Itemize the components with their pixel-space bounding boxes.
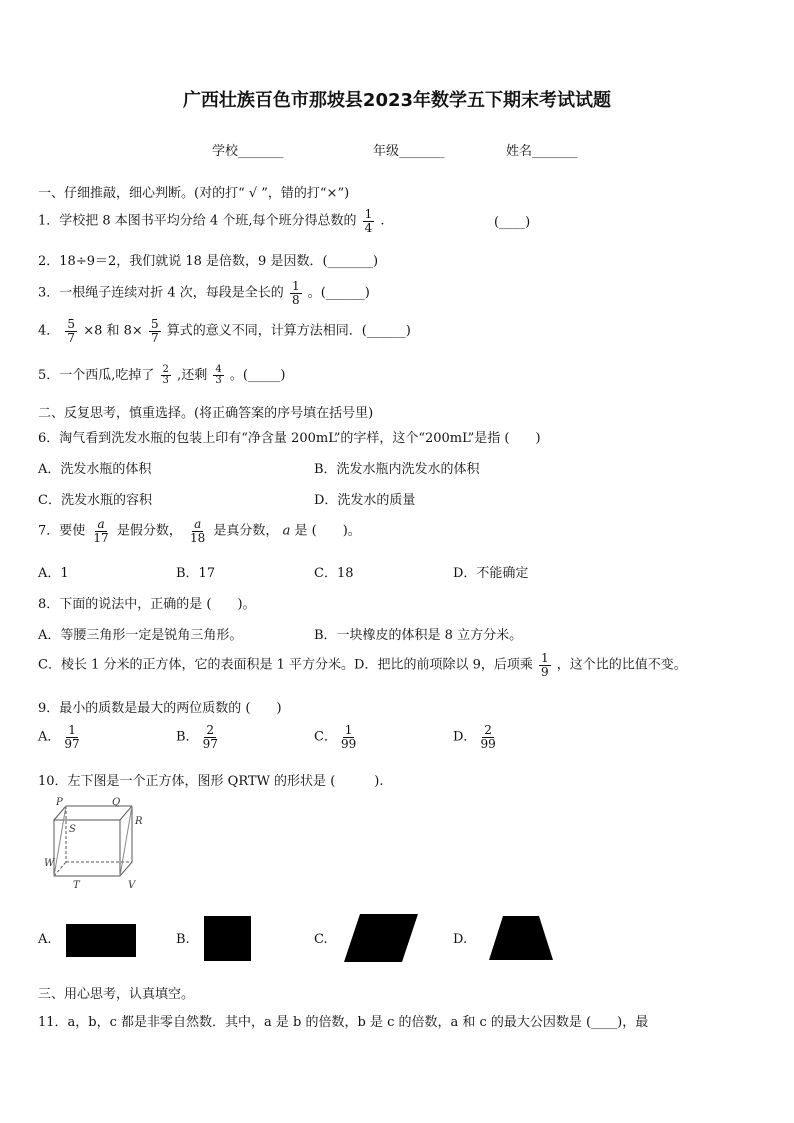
label-t: T: [73, 880, 80, 891]
section-1-heading: 一、仔细推敲，细心判断。(对的打“ √ ”，错的打“×”): [38, 186, 350, 201]
q7-text-mid2: 是真分数，: [213, 523, 279, 539]
q5-text-end: 。(_____): [229, 368, 286, 383]
q8-option-b[interactable]: B．一块橡皮的体积是 8 立方分米。: [314, 628, 523, 643]
question-9: 9．最小的质数是最大的两位质数的 ( ): [38, 701, 282, 716]
q8-option-c-text: C．棱长 1 分米的正方体，它的表面积是 1 平方分米。D．把比的前项除以 9，后项乘: [38, 657, 533, 673]
cube-figure: [44, 796, 164, 896]
q7-text-mid: 是假分数，: [116, 523, 182, 539]
q10-option-b-square[interactable]: [204, 916, 251, 961]
q6-option-d[interactable]: D．洗发水的质量: [314, 493, 416, 508]
q10-option-a-label[interactable]: A.: [38, 932, 52, 947]
q8-option-a[interactable]: A．等腰三角形一定是锐角三角形。: [38, 628, 243, 643]
q4-num: 4．: [38, 323, 60, 339]
section-2-heading: 二、反复思考，慎重选择。(将正确答案的序号填在括号里): [38, 406, 374, 421]
q3-text: 3．一根绳子连续对折 4 次，每段是全长的: [38, 285, 284, 301]
q7-option-c[interactable]: C．18: [314, 566, 354, 581]
q3-fraction: $\frac{1}{8}$: [291, 279, 300, 307]
q6-option-c[interactable]: C．洗发水瓶的容积: [38, 493, 152, 508]
question-8: 8．下面的说法中，正确的是 ( )。: [38, 597, 256, 612]
q3-text-end: 。(______): [307, 285, 370, 301]
q7-option-b[interactable]: B．17: [176, 566, 216, 581]
question-4: [38, 318, 411, 344]
question-1: [38, 208, 385, 234]
q7-option-d[interactable]: D．不能确定: [453, 566, 529, 581]
q4-fraction-2: $\frac{5}{7}$: [150, 317, 159, 345]
q10-option-d-label[interactable]: D.: [453, 932, 468, 947]
q5-text: 5．一个西瓜,吃掉了: [38, 368, 155, 383]
label-v: V: [128, 880, 136, 891]
question-7: [38, 518, 361, 544]
q6-option-a[interactable]: A．洗发水瓶的体积: [38, 462, 152, 477]
q10-option-a-rectangle[interactable]: [66, 924, 136, 957]
question-6: 6．淘气看到洗发水瓶的包装上印有“净含量 200mL”的字样，这个“200mL”是指 ( ): [38, 431, 541, 446]
q1-text-end: .: [380, 213, 385, 229]
q8-option-d-text-end: ，这个比的比值不变。: [556, 657, 687, 673]
q4-text-mid: ×8 和 8×: [83, 323, 143, 339]
label-p: P: [56, 797, 63, 808]
q5-text-mid: ,还剩: [177, 368, 208, 383]
page-title: 广西壮族百色市那坡县2023年数学五下期末考试试题: [182, 90, 612, 111]
q7-text: 7．要使: [38, 523, 86, 539]
question-5: [38, 364, 286, 387]
q9-option-b[interactable]: B． $\frac{2}{97}$: [176, 723, 218, 751]
q9-d-fraction: $\frac{2}{99}$: [480, 723, 496, 751]
label-w: W: [44, 858, 55, 869]
school-field[interactable]: 学校_______: [212, 144, 284, 159]
section-3-heading: 三、用心思考，认真填空。: [38, 987, 195, 1002]
q4-fraction-1: $\frac{5}{7}$: [67, 317, 76, 345]
q9-c-fraction: $\frac{1}{99}$: [340, 723, 357, 751]
q7-variable: a: [282, 523, 291, 539]
question-11: 11．a，b，c 都是非零自然数．其中，a 是 b 的倍数，b 是 c 的倍数，a 和 c 的最大公因数是 (____)，最: [38, 1015, 649, 1030]
question-10: 10．左下图是一个正方体，图形 QRTW 的形状是 ( ).: [38, 774, 384, 789]
question-2: 2．18÷9＝2，我们就说 18 是倍数，9 是因数．(_______): [38, 254, 379, 269]
q9-option-c[interactable]: C． $\frac{1}{99}$: [314, 723, 357, 751]
q7-fraction-1: $\frac{a}{17}$: [93, 517, 109, 545]
q7-fraction-2: $\frac{a}{18}$: [190, 517, 206, 545]
q5-fraction-2: $\frac{4}{3}$: [215, 363, 222, 386]
q10-option-c-label[interactable]: C.: [314, 932, 328, 947]
q10-option-c-parallelogram[interactable]: [344, 914, 418, 962]
q8-fraction: $\frac{1}{9}$: [541, 651, 549, 679]
q1-text: 1．学校把 8 本图书平均分给 4 个班,每个班分得总数的: [38, 213, 357, 229]
grade-field[interactable]: 年级_______: [373, 144, 445, 159]
name-field[interactable]: 姓名_______: [506, 144, 578, 159]
label-s: S: [69, 824, 76, 835]
q4-text-end: 算式的意义不同，计算方法相同．(______): [166, 323, 411, 339]
q7-option-a[interactable]: A．1: [38, 566, 69, 581]
q10-option-d-trapezoid[interactable]: [489, 916, 553, 960]
question-3: [38, 280, 370, 306]
q5-fraction-1: $\frac{2}{3}$: [162, 363, 169, 386]
q7-text-end: 是 ( )。: [294, 523, 361, 539]
q1-fraction: $\frac{1}{4}$: [364, 207, 373, 235]
q8-option-c-d[interactable]: [38, 652, 687, 678]
label-r: R: [135, 816, 143, 827]
q9-option-a[interactable]: A． $\frac{1}{97}$: [38, 723, 80, 751]
q9-option-d[interactable]: D． $\frac{2}{99}$: [453, 723, 496, 751]
q10-option-b-label[interactable]: B.: [176, 932, 190, 947]
q9-b-fraction: $\frac{2}{97}$: [202, 723, 218, 751]
q1-answer-blank[interactable]: (____): [494, 215, 531, 230]
label-q: Q: [112, 797, 121, 808]
q9-a-fraction: $\frac{1}{97}$: [64, 723, 80, 751]
q6-option-b[interactable]: B．洗发水瓶内洗发水的体积: [314, 462, 480, 477]
